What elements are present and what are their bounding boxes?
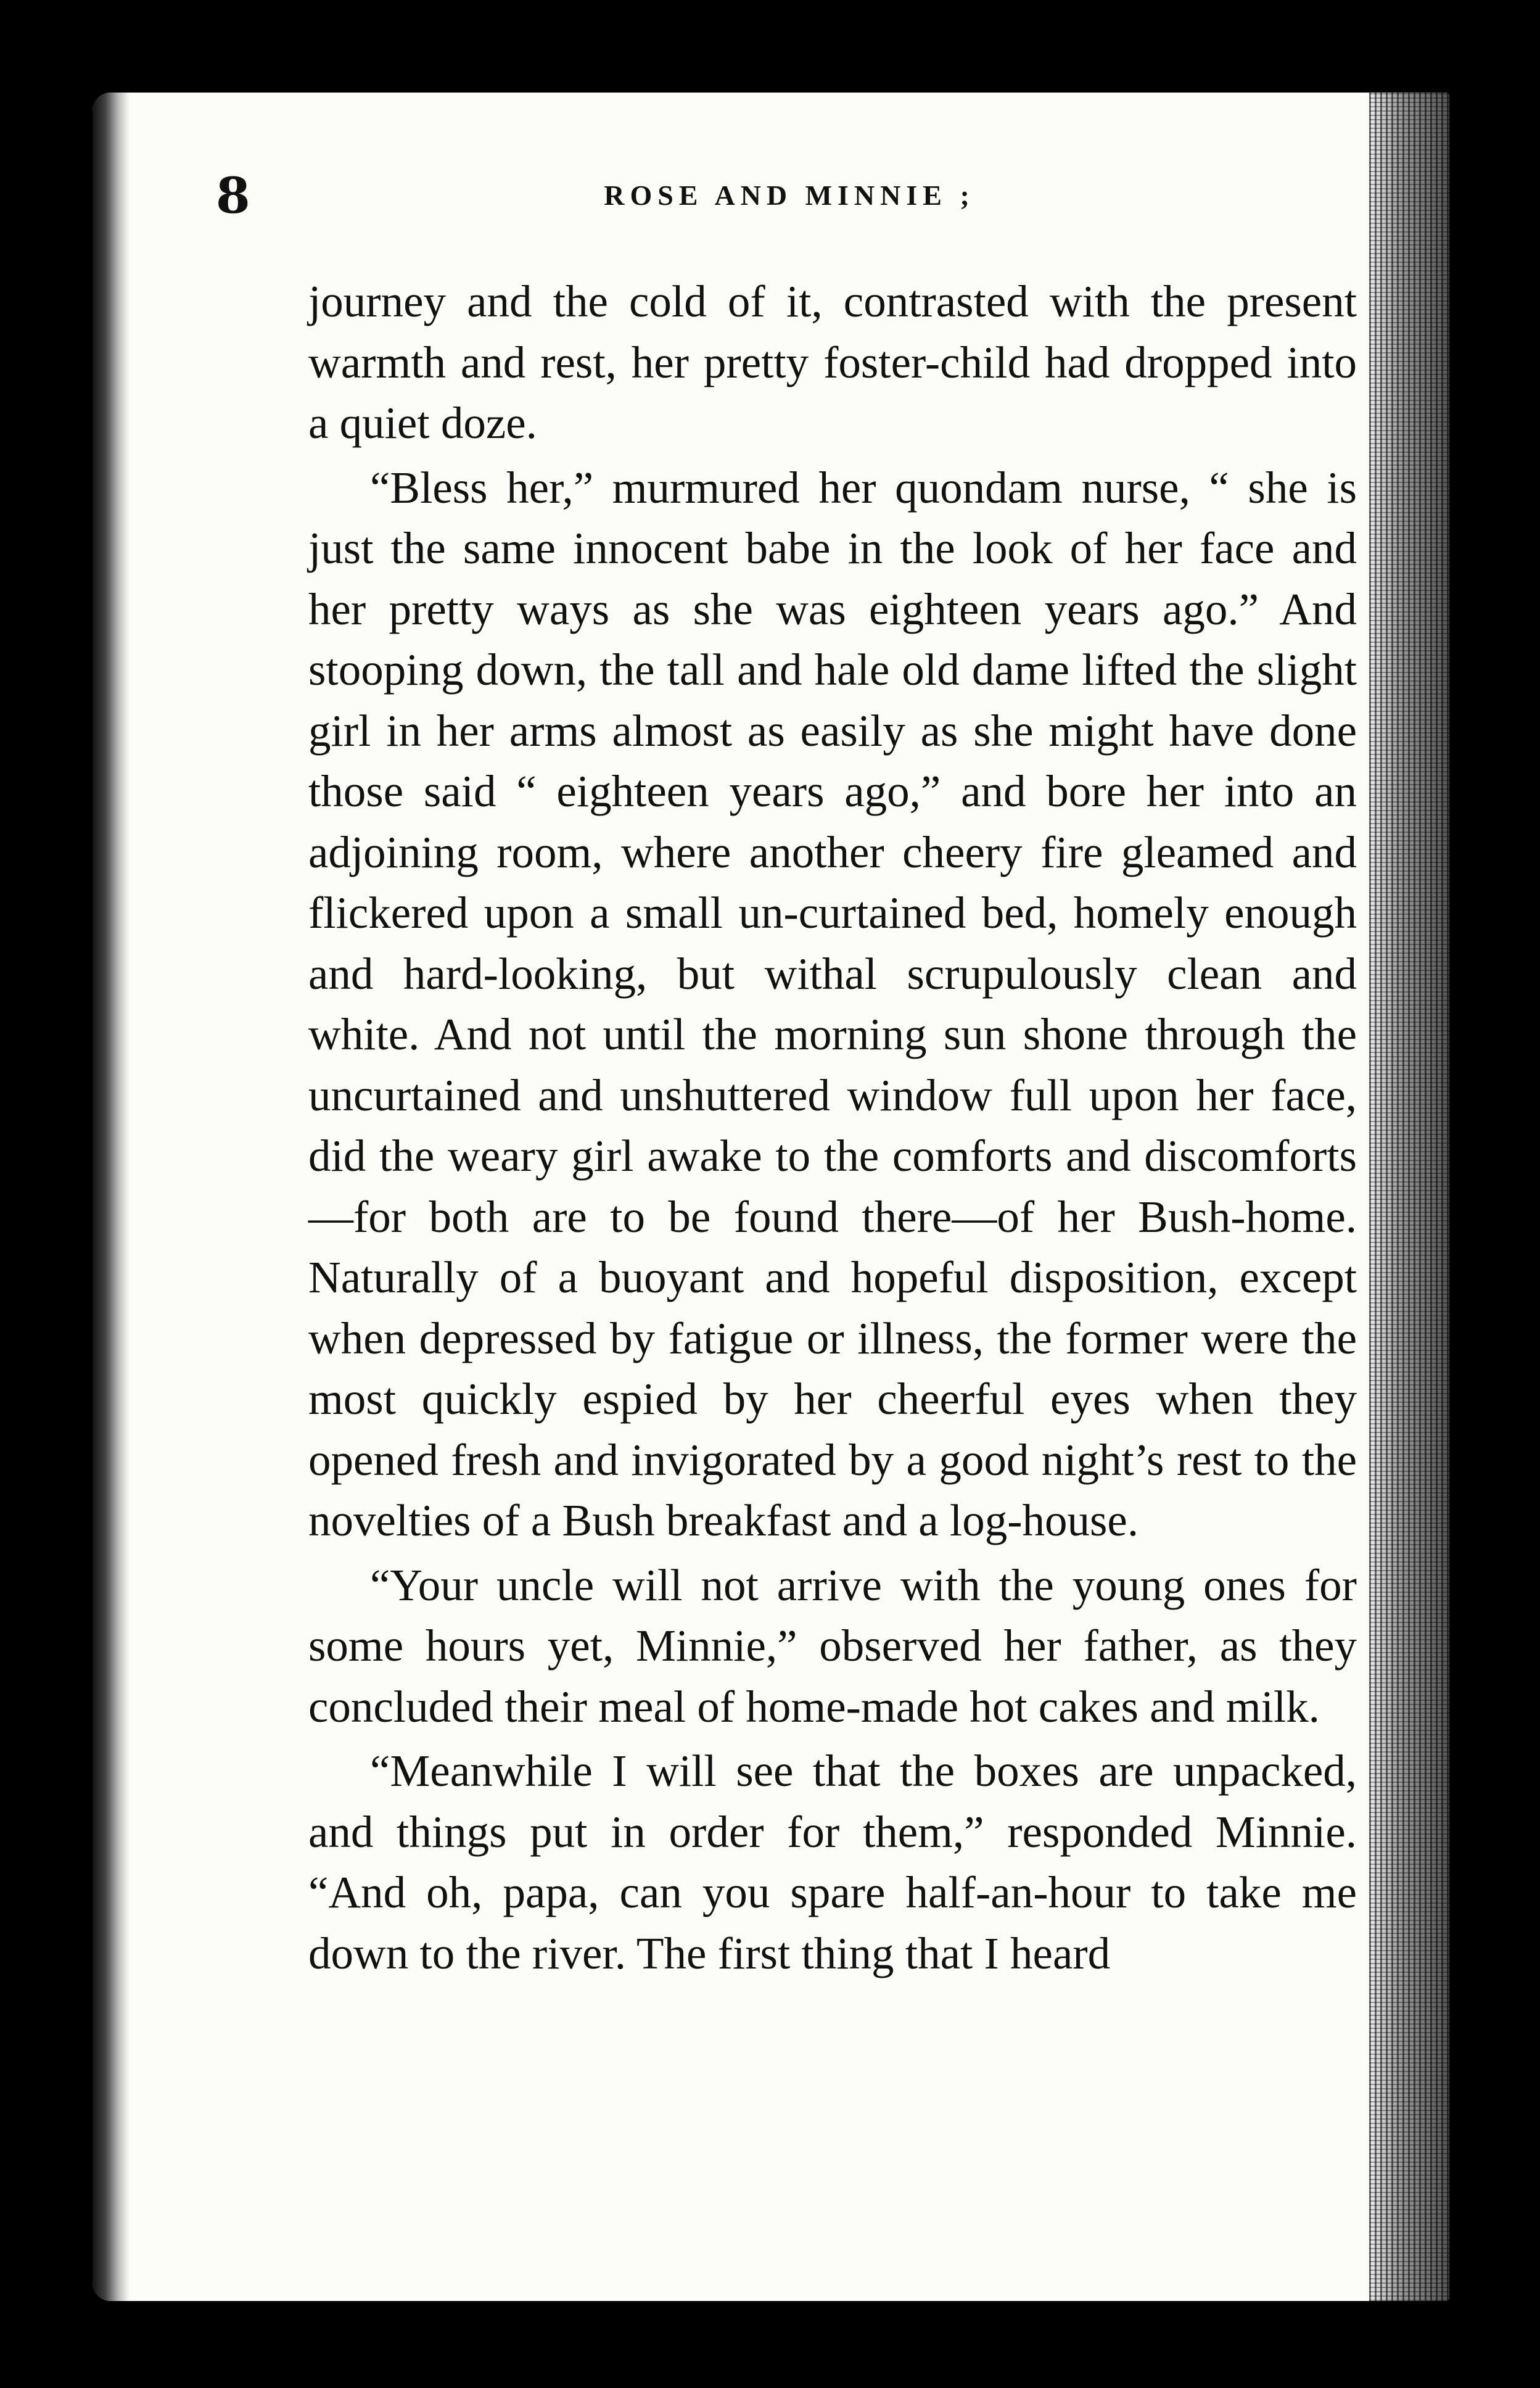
page-header: ROSE AND MINNIE ; bbox=[604, 180, 975, 211]
running-head bbox=[216, 167, 1363, 228]
page-edge-gutter bbox=[1369, 93, 1449, 2301]
paragraph: journey and the cold of it, contrasted with the present warmth and rest, her pretty foster-child had dropped into a quiet doze. bbox=[308, 276, 1357, 448]
page-binding-shadow bbox=[93, 93, 130, 2301]
paragraph: “Bless her,” murmured her quondam nurse, “ she is just the same innocent babe in the look of her face and her pretty ways as she was eighteen years ago.” And stooping down, the tall and hale old dame lifted the slight girl in her arms almost as easily as she might have done those said “ eighteen years ago,” and bore her into an adjoining room, where another cheery fire gleamed and flickered upon a small un-curtained bed, homely enough and hard-looking, but withal scrupulously clean and white. And not until the morning sun shone through the uncurtained and unshuttered window full upon her face, did the weary girl awake to the comforts and discomforts—for both are to be found there—of her Bush-home. Naturally of a buoyant and hopeful disposition, except when depressed by fatigue or illness, the former were the most quickly espied by her cheerful eyes when they opened fresh and invigorated by a good night’s rest to the novelties of a Bush breakfast and a log-house. bbox=[308, 462, 1357, 1545]
paragraph: “Meanwhile I will see that the boxes are unpacked, and things put in order for them,” responded Minnie. “And oh, papa, can you spare half-an-hour to take me down to the river. The first thing that I heard bbox=[308, 1746, 1357, 1978]
body-text bbox=[308, 271, 1357, 1988]
page-number: 8 bbox=[216, 167, 250, 225]
paragraph: “Your uncle will not arrive with the young ones for some hours yet, Minnie,” observed her father, as they concluded their meal of home-made hot cakes and milk. bbox=[308, 1560, 1357, 1732]
